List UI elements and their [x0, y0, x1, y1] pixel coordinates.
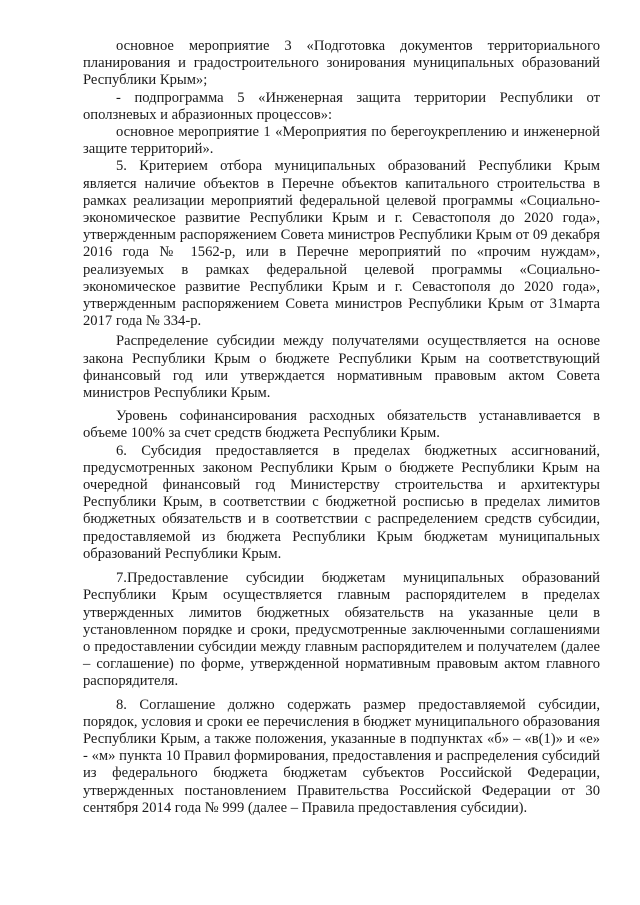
paragraph-cofinancing-level: Уровень софинансирования расходных обязательств устанавливается в объеме 100% за счет средств бюджета Республики Крым.	[83, 408, 600, 442]
document-page	[83, 38, 600, 817]
paragraph-main-activity-1: основное мероприятие 1 «Мероприятия по берегоукреплению и инженерной защите территорий».	[83, 124, 600, 158]
paragraph-item-5: 5. Критерием отбора муниципальных образований Республики Крым является наличие объектов в Перечне объектов капитального строительства в рамках реализации мероприятий федеральной целевой программы «Социально-экономическое развитие Республики Крым и г. Севастополя до 2020 года», утвержденным распоряжением Совета министров Республики Крым от 09 декабря 2016 года № 1562-р, или в Перечне мероприятий по «прочим нуждам», реализуемых в рамках федеральной целевой программы «Социально-экономическое развитие Республики Крым и г. Севастополя до 2020 года», утвержденным распоряжением Совета министров Республики Крым от 31марта 2017 года № 334-р.	[83, 158, 600, 330]
paragraph-subsidy-distribution: Распределение субсидии между получателями осуществляется на основе закона Республики Крым о бюджете Республики Крым на соответствующий финансовый год или утверждается нормативным правовым актом Совета министров Республики Крым.	[83, 333, 600, 402]
paragraph-item-7: 7.Предоставление субсидии бюджетам муниципальных образований Республики Крым осуществляется главным распорядителем в пределах утвержденных лимитов бюджетных обязательств на указанные цели в установленном порядке и сроки, предусмотренные заключенными соглашениями о предоставлении субсидии между главным распорядителем и получателем (далее – соглашение) по форме, утвержденной нормативным правовым актом главного распорядителя.	[83, 570, 600, 690]
paragraph-item-6: 6. Субсидия предоставляется в пределах бюджетных ассигнований, предусмотренных законом Республики Крым о бюджете Республики Крым на очередной финансовый год Министерству строительства и архитектуры Республики Крым, в соответствии с бюджетной росписью в пределах лимитов бюджетных обязательств и в соответствии с распределением средств субсидии, предоставляемой из бюджета Республики Крым бюджетам муниципальных образований Республики Крым.	[83, 442, 600, 562]
paragraph-item-8: 8. Соглашение должно содержать размер предоставляемой субсидии, порядок, условия и сроки ее перечисления в бюджет муниципального образования Республики Крым, а также положения, указанные в подпунктах «б» – «в(1)» и «е» - «м» пункта 10 Правил формирования, предоставления и распределения субсидий из федерального бюджета бюджетам субъектов Российской Федерации, утвержденных постановлением Правительства Российской Федерации от 30 сентября 2014 года № 999 (далее – Правила предоставления субсидии).	[83, 696, 600, 816]
paragraph-subprogram-5: - подпрограмма 5 «Инженерная защита территории Республики от оползневых и абразионных процессов»:	[83, 89, 600, 123]
paragraph-main-activity-3: основное мероприятие 3 «Подготовка документов территориального планирования и градостроительного зонирования муниципальных образований Республики Крым»;	[83, 38, 600, 89]
